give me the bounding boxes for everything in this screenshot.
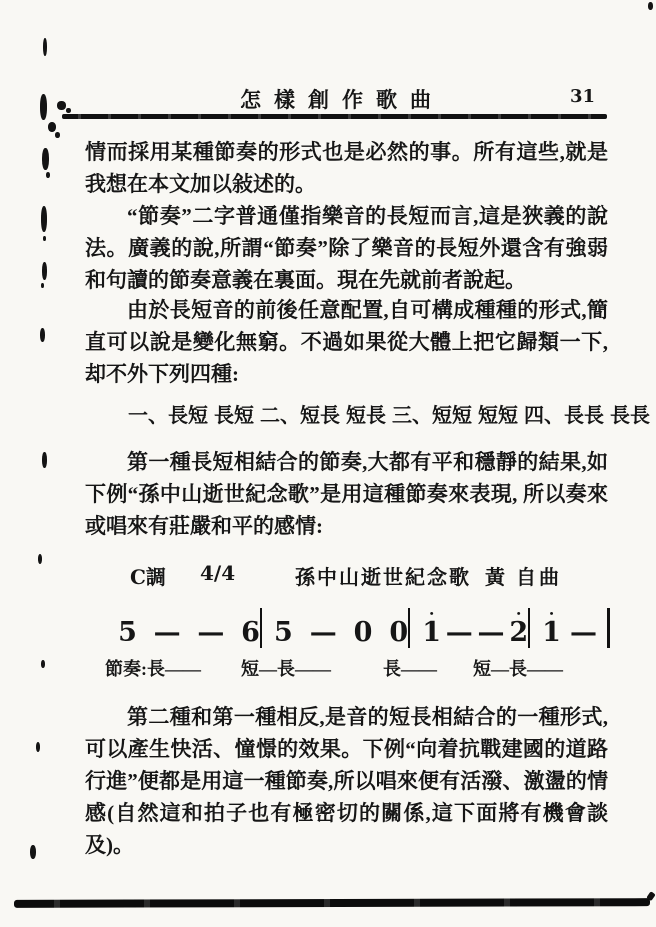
ink-speck	[43, 38, 47, 56]
rhythm-types-row	[128, 398, 650, 428]
music-title: 孫中山逝世紀念歌	[295, 567, 471, 589]
rhythm-type-label: 短短	[478, 404, 518, 427]
rhythm-type-label: 四、長長	[524, 404, 604, 427]
ink-speck	[66, 108, 71, 113]
note	[354, 610, 373, 647]
paragraph: “節奏”二字普通僅指樂音的長短而言,這是狹義的說法。廣義的說,所謂“節奏”除了樂音的長短外還含有強弱和句讀的節奏意義在裏面。現在先就前者說起。	[85, 204, 608, 292]
ink-speck	[41, 283, 44, 288]
bar-line	[260, 608, 262, 648]
ink-speck	[43, 236, 46, 241]
rhythm-type-label: 長短	[214, 404, 254, 427]
measure	[542, 607, 597, 648]
note-digit: 0	[353, 616, 373, 648]
ink-speck	[48, 122, 56, 132]
note	[570, 610, 597, 647]
note-digit: —	[153, 616, 181, 648]
header-title: 怎樣創作歌曲	[240, 88, 444, 112]
note-digit: —	[197, 616, 225, 648]
ink-speck	[42, 262, 47, 280]
measure	[422, 607, 529, 648]
ink-speck	[41, 206, 47, 232]
corner-mark	[648, 2, 653, 10]
note	[389, 610, 408, 647]
note	[274, 610, 293, 647]
octave-dot: •	[516, 607, 521, 620]
rhythm-group: 長——	[383, 659, 437, 679]
ink-speck	[41, 660, 45, 668]
bar-line	[408, 608, 410, 648]
note-digit: —	[477, 616, 505, 648]
paragraph: 第二種和第一種相反,是音的短長相結合的一種形式,可以產生快活、憧憬的效果。下例“向着抗戰建國的道路行進”便都是用這一種節奏,所以唱來便有活潑、激盪的情感(自然這和拍子也有極密切的關係,這下面將有機會談及)。	[85, 705, 608, 857]
ink-speck	[30, 845, 36, 859]
measure	[274, 610, 408, 647]
time-signature: 4/4	[200, 561, 236, 585]
note-digit: 2	[509, 616, 529, 648]
bar-line	[528, 608, 530, 648]
note-digit: 5	[273, 616, 293, 648]
rhythm-group: 短—長——	[241, 659, 331, 679]
note	[422, 607, 442, 648]
music-example-header	[85, 561, 608, 589]
note	[241, 610, 260, 647]
ink-speck	[46, 172, 50, 178]
note	[310, 610, 337, 647]
rhythm-type-label: 二、短長	[260, 404, 340, 427]
note-digit: —	[445, 616, 473, 648]
bottom-scan-band	[14, 898, 650, 908]
running-header	[85, 84, 605, 112]
note-digit: 5	[118, 616, 137, 648]
note-digit: 0	[389, 616, 409, 648]
paragraph: 第一種長短相結合的節奏,大都有平和穩靜的結果,如下例“孫中山逝世紀念歌”是用這種節奏來表現, 所以奏來或唱來有莊嚴和平的感情:	[85, 450, 608, 538]
note	[542, 607, 561, 648]
paragraph: 由於長短音的前後任意配置,自可構成種種的形式,簡直可以說是變化無窮。不過如果從大體上把它歸類一下,却不外下列四種:	[85, 298, 608, 386]
ink-speck	[38, 554, 42, 564]
page-number: 31	[569, 86, 595, 107]
octave-dot: •	[549, 607, 554, 620]
note	[478, 610, 505, 647]
ink-speck	[42, 148, 49, 170]
music-key: C調	[130, 565, 166, 589]
ink-speck	[57, 101, 66, 110]
octave-dot: •	[429, 607, 434, 620]
note-digit: 1	[422, 616, 442, 648]
note-digit: —	[569, 616, 597, 648]
rhythm-type-label: 長長	[610, 404, 650, 427]
rhythm-type-label: 一、長短	[128, 404, 208, 427]
note	[446, 610, 473, 647]
measure	[118, 610, 260, 647]
note	[197, 610, 224, 647]
note	[118, 610, 137, 647]
note-digit: —	[309, 616, 337, 648]
ink-speck	[55, 132, 60, 138]
note	[509, 607, 529, 648]
ink-speck	[42, 452, 47, 468]
ink-speck	[40, 94, 47, 120]
note	[154, 610, 181, 647]
rhythm-type-label: 三、短短	[392, 404, 472, 427]
rhythm-group: 短—長——	[473, 659, 563, 679]
composer-credit: 黃 自曲	[485, 567, 562, 589]
note-digit: 1	[542, 616, 561, 648]
rhythm-annotation-line	[85, 656, 630, 680]
rhythm-group: 長——	[147, 659, 201, 679]
paragraph: 情而採用某種節奏的形式也是必然的事。所有這些,就是我想在本文加以敍述的。	[85, 140, 608, 196]
notation-line	[85, 606, 610, 650]
final-bar-line	[607, 608, 610, 648]
ink-speck	[36, 742, 40, 752]
rhythm-label: 節奏:	[105, 659, 147, 679]
ink-speck	[40, 328, 45, 342]
note-digit: 6	[241, 616, 260, 648]
rhythm-type-label: 短長	[346, 404, 386, 427]
header-rule-divider	[62, 114, 607, 119]
